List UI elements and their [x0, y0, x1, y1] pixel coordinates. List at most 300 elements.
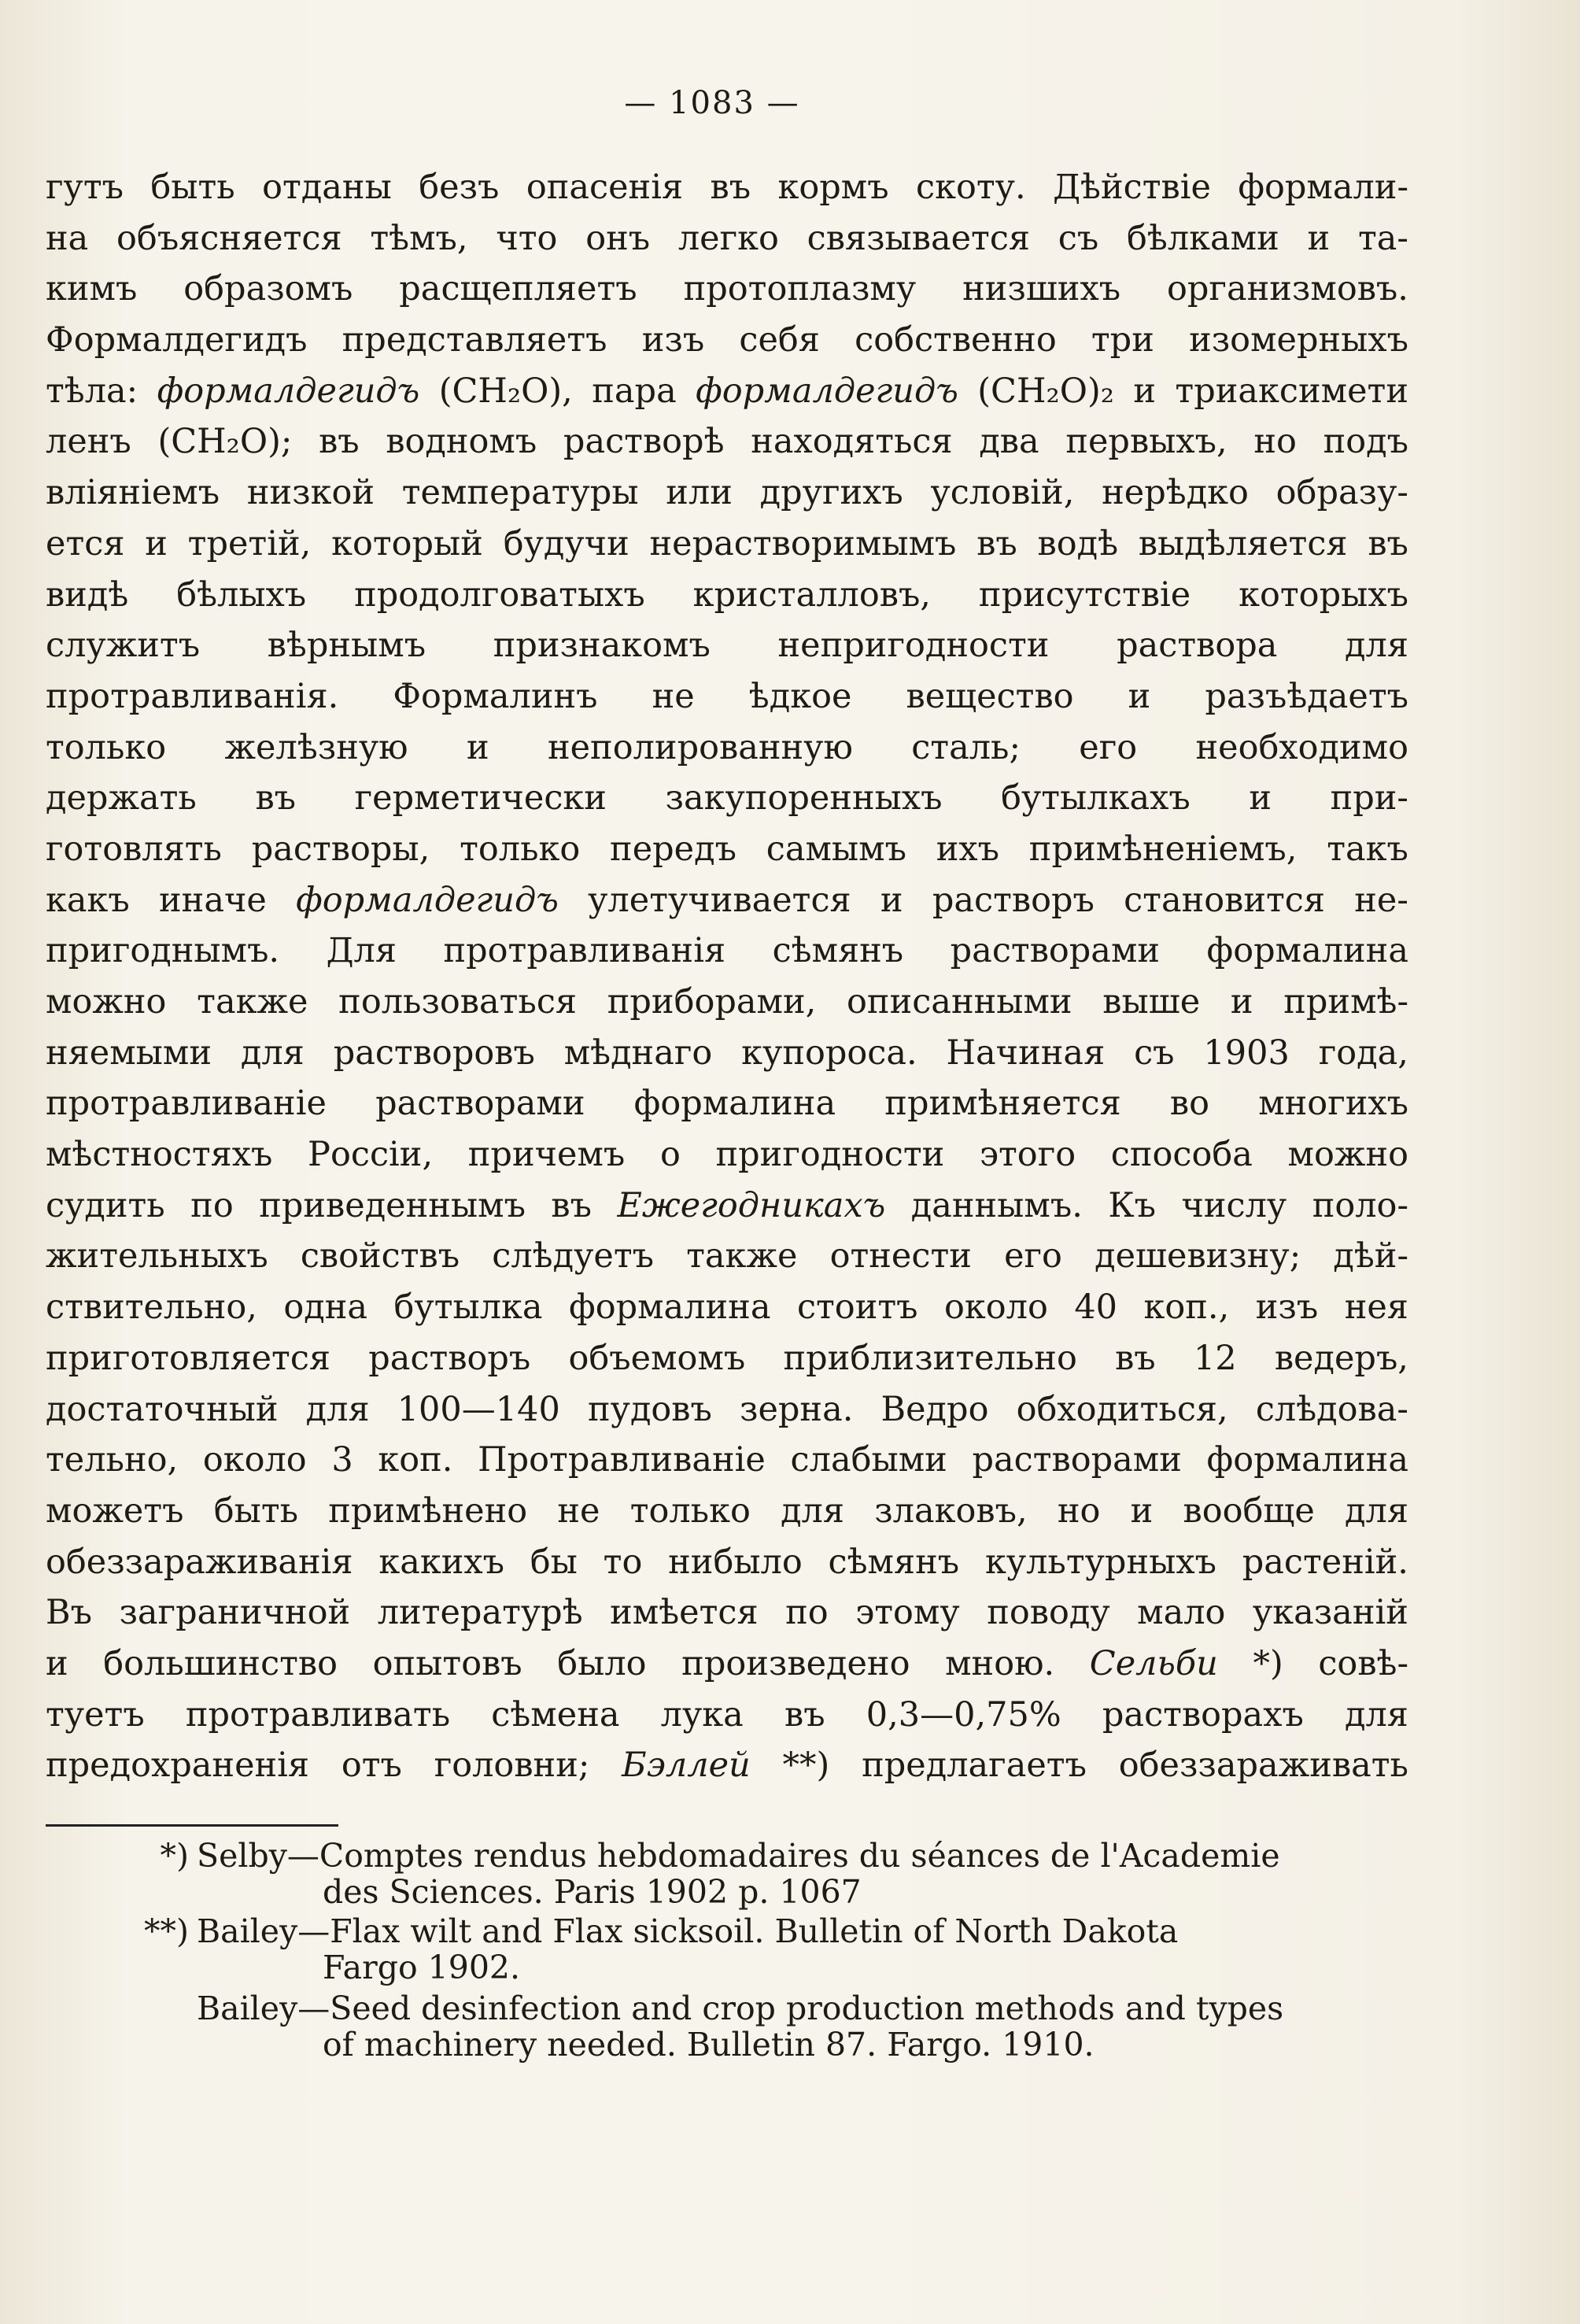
word: сѣмена — [491, 1694, 620, 1735]
word: культурныхъ — [984, 1542, 1216, 1582]
word: въ — [710, 168, 751, 207]
word: въ — [784, 1694, 825, 1735]
word: злаковъ, — [874, 1491, 1028, 1531]
word: Сельби — [1089, 1643, 1218, 1683]
word: Ежегодникахъ — [617, 1185, 886, 1225]
word: триаксимети — [1175, 371, 1408, 411]
word: только — [460, 829, 581, 869]
word: заграничной — [119, 1593, 351, 1633]
word: коп. — [378, 1440, 453, 1480]
word: онъ — [585, 218, 651, 258]
word: нерастворимымъ — [649, 523, 957, 563]
word: и — [466, 727, 489, 767]
word: формалина — [1206, 931, 1408, 971]
word: разъѣдаетъ — [1205, 676, 1408, 716]
word: въ — [551, 1185, 592, 1225]
word: третій, — [187, 523, 312, 563]
word: головни; — [434, 1746, 590, 1786]
word: готовлять — [46, 829, 222, 869]
word: Дѣйствіе — [1053, 168, 1211, 207]
word: служитъ — [46, 626, 201, 666]
word: (CH₂O), — [438, 371, 573, 411]
word: его — [1004, 1236, 1062, 1277]
word: Ведро — [880, 1389, 989, 1429]
word: предлагаетъ — [862, 1746, 1087, 1786]
word: растворы, — [251, 829, 430, 869]
word: совѣ- — [1318, 1643, 1408, 1683]
word: формалина — [1206, 1440, 1408, 1480]
page-number: — 1083 — — [624, 85, 800, 121]
text-line — [46, 1644, 1408, 1695]
word: самымъ — [766, 829, 906, 869]
word: примѣняется — [884, 1084, 1121, 1124]
word: коп., — [1143, 1288, 1230, 1328]
text-line — [46, 1084, 1408, 1135]
word: формали- — [1238, 168, 1408, 207]
word: условій, — [930, 473, 1075, 513]
word: водѣ — [1037, 523, 1119, 563]
word: будучи — [503, 523, 629, 563]
footnote-2-mark: **) — [144, 1912, 189, 1950]
word: для — [781, 1491, 844, 1531]
word: растворѣ — [563, 422, 725, 462]
text-line — [46, 168, 1408, 219]
word: Начиная — [946, 1033, 1106, 1073]
word: не — [557, 1491, 600, 1531]
word: обеззараживать — [1118, 1746, 1408, 1786]
word: та- — [1357, 218, 1408, 258]
word: жительныхъ — [46, 1236, 268, 1277]
text-line — [46, 1695, 1408, 1746]
word: тѣмъ, — [370, 218, 468, 258]
word: для — [1345, 626, 1408, 666]
text-line — [46, 931, 1408, 982]
word: причемъ — [467, 1135, 626, 1175]
word: числу — [1181, 1185, 1287, 1225]
text-line — [46, 1491, 1408, 1543]
word: легко — [677, 218, 779, 258]
word: но — [1253, 422, 1297, 462]
word: ленъ — [46, 422, 131, 462]
word: также — [197, 982, 308, 1022]
word: неполированную — [547, 727, 853, 767]
word: опытовъ — [372, 1643, 522, 1683]
word: протравливанія. — [46, 676, 339, 716]
word: этому — [855, 1593, 960, 1633]
text-line — [46, 219, 1408, 270]
footnote-1-line-1: Selby—Comptes rendus hebdomadaires du séances de l'Academie — [197, 1837, 1280, 1875]
word: зерна. — [740, 1389, 854, 1429]
word: два — [979, 422, 1039, 462]
footnote-rule — [46, 1824, 338, 1827]
text-line — [46, 1288, 1408, 1339]
word: купороса. — [741, 1033, 917, 1073]
word: примѣнено — [328, 1491, 528, 1531]
word: многихъ — [1258, 1084, 1408, 1124]
word: года, — [1318, 1033, 1408, 1073]
word: няемыми — [46, 1033, 212, 1073]
word: герметически — [354, 778, 607, 818]
word: гутъ — [46, 168, 124, 207]
word: и — [880, 880, 903, 920]
word: въ — [1368, 523, 1408, 563]
word: формалина — [569, 1288, 771, 1328]
word: при- — [1330, 778, 1408, 818]
word: въ — [1115, 1338, 1156, 1378]
word: 0,3—0,75% — [866, 1694, 1061, 1735]
word: отъ — [341, 1746, 402, 1786]
word: улетучивается — [588, 880, 851, 920]
text-line — [46, 269, 1408, 320]
word: литературѣ — [377, 1593, 583, 1633]
word: около — [943, 1288, 1048, 1328]
word: но — [1057, 1491, 1101, 1531]
word: около — [202, 1440, 307, 1480]
text-line — [46, 881, 1408, 932]
word: низшихъ — [962, 269, 1121, 309]
word: было — [557, 1643, 647, 1683]
word: низкой — [246, 473, 375, 513]
word: опасенія — [526, 168, 684, 207]
word: обеззараживанія — [46, 1542, 353, 1582]
footnote-2-extra-line-1: Bailey—Seed desinfection and crop production methods and types — [197, 1990, 1284, 2027]
word: и — [145, 523, 168, 563]
word: большинство — [103, 1643, 338, 1683]
word: изъ — [641, 320, 705, 360]
word: произведено — [681, 1643, 910, 1683]
word: ведеръ, — [1274, 1338, 1408, 1378]
text-line — [46, 1135, 1408, 1186]
word: желѣзную — [224, 727, 408, 767]
word: сталь; — [911, 727, 1021, 767]
word: связывается — [807, 218, 1031, 258]
word: указаній — [1252, 1593, 1408, 1633]
word: (CH₂O)₂ — [977, 371, 1114, 411]
word: тѣла: — [46, 371, 138, 411]
word: другихъ — [759, 473, 903, 513]
word: въ — [319, 422, 360, 462]
word: примѣ- — [1283, 982, 1408, 1022]
word: съ — [1058, 218, 1099, 258]
word: нерѣдко — [1102, 473, 1249, 513]
word: который — [331, 523, 483, 563]
word: лука — [660, 1694, 744, 1735]
word: во — [1169, 1084, 1210, 1124]
word: 3 — [331, 1440, 353, 1480]
word: можетъ — [46, 1491, 184, 1531]
word: только — [629, 1491, 751, 1531]
word: кимъ — [46, 269, 138, 309]
text-line — [46, 728, 1408, 779]
word: приборами, — [607, 982, 817, 1022]
word: и — [46, 1643, 68, 1683]
word: подъ — [1323, 422, 1408, 462]
word: растворами — [972, 1440, 1182, 1480]
text-line — [46, 1339, 1408, 1390]
word: выше — [1102, 982, 1201, 1022]
word: примѣненіемъ, — [1028, 829, 1298, 869]
word: растворахъ — [1102, 1694, 1304, 1735]
text-line — [46, 320, 1408, 371]
text-line — [46, 677, 1408, 728]
word: Протравливаніе — [478, 1440, 766, 1480]
word: поло- — [1312, 1185, 1408, 1225]
text-line — [46, 371, 1408, 423]
footnote-2 — [46, 1913, 1408, 1986]
word: Россіи, — [308, 1135, 434, 1175]
word: 12 — [1193, 1338, 1237, 1378]
word: по — [785, 1593, 829, 1633]
word: пригоднымъ. — [46, 931, 280, 971]
word: формалдегидъ — [696, 371, 958, 411]
footnote-2-extra — [197, 1990, 1408, 2063]
word: слѣдова- — [1255, 1389, 1408, 1429]
text-line — [46, 1440, 1408, 1491]
word: и — [1230, 982, 1253, 1022]
word: туетъ — [46, 1694, 145, 1735]
word: то — [603, 1542, 643, 1582]
word: сѣмянъ — [772, 931, 904, 971]
word: протоплазму — [683, 269, 917, 309]
word: на — [46, 218, 89, 258]
text-line — [46, 1543, 1408, 1594]
word: ствительно, — [46, 1288, 257, 1328]
word: выдѣляется — [1138, 523, 1348, 563]
word: скоту. — [916, 168, 1026, 207]
word: растеній. — [1242, 1542, 1408, 1582]
word: бутылкахъ — [1001, 778, 1191, 818]
word: быть — [150, 168, 235, 207]
word: отданы — [262, 168, 392, 207]
word: становится — [1124, 880, 1326, 920]
word: только — [46, 727, 167, 767]
word: мало — [1137, 1593, 1226, 1633]
word: признакомъ — [493, 626, 711, 666]
text-line — [46, 473, 1408, 524]
text-line — [46, 982, 1408, 1033]
word: для — [1345, 1491, 1408, 1531]
word: и — [1249, 778, 1272, 818]
word: пользоваться — [338, 982, 578, 1022]
word: описанными — [847, 982, 1072, 1022]
word: имѣется — [610, 1593, 759, 1633]
word: слѣдуетъ — [492, 1236, 654, 1277]
text-line — [46, 1033, 1408, 1084]
word: и — [1128, 676, 1151, 716]
word: тельно, — [46, 1440, 179, 1480]
word: стоитъ — [796, 1288, 918, 1328]
word: себя — [739, 320, 820, 360]
word: кормъ — [777, 168, 889, 207]
word: объясняется — [116, 218, 342, 258]
word: мѣднаго — [563, 1033, 713, 1073]
word: изомерныхъ — [1189, 320, 1408, 360]
word: бы — [530, 1542, 578, 1582]
word: безъ — [419, 168, 500, 207]
word: какихъ — [378, 1542, 504, 1582]
word: дѣй- — [1333, 1236, 1408, 1277]
word: дешевизну; — [1095, 1236, 1301, 1277]
text-line — [46, 1186, 1408, 1237]
word: одна — [283, 1288, 368, 1328]
word: *) — [1253, 1643, 1283, 1683]
word: бѣлками — [1127, 218, 1279, 258]
word: иначе — [159, 880, 267, 920]
word: вещество — [906, 676, 1074, 716]
word: мною. — [945, 1643, 1055, 1683]
word: закупоренныхъ — [665, 778, 943, 818]
footnote-1 — [46, 1838, 1408, 1910]
word: растворовъ — [333, 1033, 535, 1073]
word: образомъ — [183, 269, 353, 309]
word: раствора — [1117, 626, 1278, 666]
word: Къ — [1108, 1185, 1156, 1225]
word: пудовъ — [587, 1389, 712, 1429]
word: ется — [46, 523, 125, 563]
footnote-2-extra-line-2: of machinery needed. Bulletin 87. Fargo. 1910. — [323, 2026, 1095, 2064]
word: бутылка — [393, 1288, 543, 1328]
word: судить — [46, 1185, 165, 1225]
word: быть — [213, 1491, 299, 1531]
word: протравливаніе — [46, 1084, 327, 1124]
word: въ — [976, 523, 1017, 563]
word: для — [1344, 1694, 1408, 1735]
word: расщепляетъ — [399, 269, 637, 309]
word: мѣстностяхъ — [46, 1135, 273, 1175]
word: приготовляется — [46, 1338, 331, 1378]
word: растворами — [375, 1084, 585, 1124]
word: предохраненія — [46, 1746, 310, 1786]
word: приведеннымъ — [259, 1185, 526, 1225]
word: бѣлыхъ — [176, 575, 307, 615]
word: протравливать — [185, 1694, 451, 1735]
word: кристалловъ, — [692, 575, 931, 615]
word: для — [305, 1389, 370, 1429]
word: видѣ — [46, 575, 129, 615]
word: необходимо — [1195, 727, 1408, 767]
word: отнести — [829, 1236, 972, 1277]
word: и — [1307, 218, 1331, 258]
word: собственно — [855, 320, 1057, 360]
word: въ — [255, 778, 297, 818]
word: о — [659, 1135, 681, 1175]
word: пара — [592, 371, 677, 411]
word: Бэллей — [622, 1746, 751, 1786]
word: вліяніемъ — [46, 473, 220, 513]
word: вѣрнымъ — [267, 626, 426, 666]
word: 40 — [1074, 1288, 1118, 1328]
word: вообще — [1183, 1491, 1315, 1531]
word: или — [666, 473, 733, 513]
word: пригодности — [715, 1135, 945, 1175]
word: приблизительно — [783, 1338, 1077, 1378]
word: протравливанія — [443, 931, 726, 971]
word: первыхъ, — [1065, 422, 1227, 462]
footnote-2-line-1: Bailey—Flax wilt and Flax sicksoil. Bulletin of North Dakota — [197, 1912, 1179, 1950]
word: ихъ — [936, 829, 999, 869]
word: по — [190, 1185, 234, 1225]
word: изъ — [1255, 1288, 1319, 1328]
text-line — [46, 626, 1408, 677]
word: температуры — [401, 473, 639, 513]
word: такъ — [1327, 829, 1408, 869]
text-line — [46, 778, 1408, 829]
word: Въ — [46, 1593, 92, 1633]
word: держать — [46, 778, 197, 818]
word: свойствъ — [300, 1236, 460, 1277]
word: объемомъ — [568, 1338, 746, 1378]
word: образу- — [1275, 473, 1408, 513]
word: передъ — [610, 829, 736, 869]
word: формалина — [633, 1084, 836, 1124]
word: находяться — [751, 422, 953, 462]
word: организмовъ. — [1167, 269, 1408, 309]
word: растворами — [950, 931, 1161, 971]
text-line — [46, 1390, 1408, 1441]
word: 1903 — [1203, 1033, 1290, 1073]
word: растворъ — [368, 1338, 531, 1378]
word: нибыло — [668, 1542, 803, 1582]
word: поводу — [987, 1593, 1110, 1633]
footnote-1-mark: *) — [160, 1837, 189, 1875]
word: этого — [979, 1135, 1076, 1175]
word: Для — [326, 931, 397, 971]
text-line — [46, 1746, 1408, 1797]
word: формалдегидъ — [157, 371, 420, 411]
text-line — [46, 524, 1408, 575]
word: и — [1133, 371, 1157, 411]
word: сѣмянъ — [828, 1542, 960, 1582]
word: слабыми — [790, 1440, 947, 1480]
word: можно — [46, 982, 167, 1022]
word: (CH₂O); — [157, 422, 293, 462]
word: способа — [1110, 1135, 1253, 1175]
word: водномъ — [386, 422, 537, 462]
text-line — [46, 575, 1408, 626]
word: не- — [1354, 880, 1408, 920]
word: съ — [1134, 1033, 1175, 1073]
word: также — [686, 1236, 798, 1277]
body-text — [46, 168, 1408, 1797]
word: формалдегидъ — [296, 880, 559, 920]
word: **) — [782, 1746, 830, 1786]
footnote-2-line-2: Fargo 1902. — [323, 1949, 521, 1986]
word: для — [240, 1033, 305, 1073]
word: не — [652, 676, 695, 716]
word: которыхъ — [1239, 575, 1408, 615]
word: можно — [1287, 1135, 1408, 1175]
word: достаточный — [46, 1389, 279, 1429]
word: даннымъ. — [910, 1185, 1083, 1225]
word: и — [1130, 1491, 1154, 1531]
text-line — [46, 1236, 1408, 1288]
text-line — [46, 829, 1408, 881]
word: обходиться, — [1016, 1389, 1228, 1429]
word: присутствіе — [978, 575, 1191, 615]
footnote-1-line-2: des Sciences. Paris 1902 p. 1067 — [323, 1873, 862, 1911]
word: растворъ — [932, 880, 1095, 920]
word: три — [1091, 320, 1154, 360]
word: Формалинъ — [393, 676, 598, 716]
word: Формалдегидъ — [46, 320, 308, 360]
word: его — [1079, 727, 1138, 767]
text-line — [46, 1593, 1408, 1644]
word: продолговатыхъ — [354, 575, 645, 615]
word: непригодности — [777, 626, 1050, 666]
word: нея — [1344, 1288, 1408, 1328]
text-line — [46, 422, 1408, 473]
footnotes — [46, 1838, 1408, 2063]
